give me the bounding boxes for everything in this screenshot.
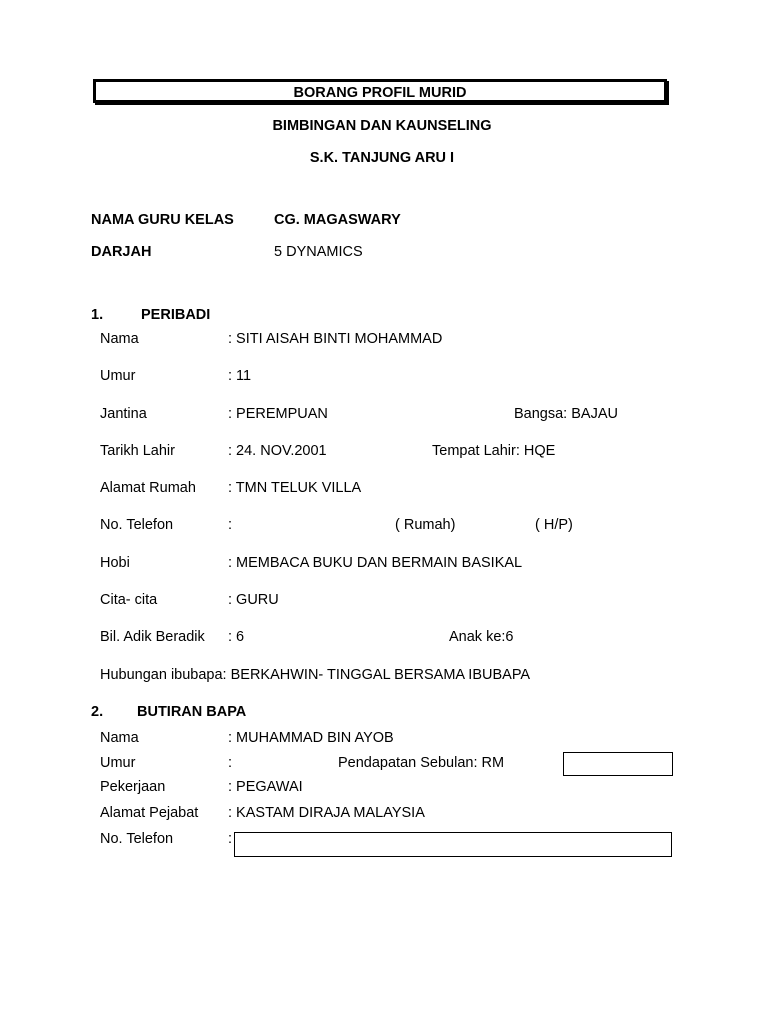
form-title: BORANG PROFIL MURID <box>293 85 467 101</box>
bapa-umur-value: : <box>228 755 233 771</box>
jantina-label: Jantina <box>100 406 147 422</box>
jantina-value: : PEREMPUAN <box>228 406 328 422</box>
nama-value: : SITI AISAH BINTI MOHAMMAD <box>228 331 443 347</box>
form-title-box <box>93 79 667 103</box>
hubungan-ibubapa-field: Hubungan ibubapa: BERKAHWIN- TINGGAL BERSAMA IBUBAPA <box>100 667 531 683</box>
form-subtitle: BIMBINGAN DAN KAUNSELING <box>272 118 492 134</box>
tarikh-lahir-value: : 24. NOV.2001 <box>228 443 327 459</box>
umur-label: Umur <box>100 368 136 384</box>
hobi-value: : MEMBACA BUKU DAN BERMAIN BASIKAL <box>228 555 523 571</box>
section2-title: BUTIRAN BAPA <box>137 704 247 720</box>
section1-number: 1. <box>91 307 104 323</box>
bapa-umur-label: Umur <box>100 755 136 771</box>
bapa-telefon-input-box[interactable] <box>234 832 672 857</box>
class-label: DARJAH <box>91 244 152 260</box>
pendapatan-input-box[interactable] <box>563 752 673 776</box>
telefon-label: No. Telefon <box>100 517 174 533</box>
tarikh-lahir-label: Tarikh Lahir <box>100 443 175 459</box>
cita-cita-value: : GURU <box>228 592 279 608</box>
teacher-value: CG. MAGASWARY <box>274 212 401 228</box>
telefon-rumah-label: ( Rumah) <box>395 517 456 533</box>
class-value: 5 DYNAMICS <box>274 244 363 260</box>
adik-beradik-label: Bil. Adik Beradik <box>100 629 205 645</box>
cita-cita-label: Cita- cita <box>100 592 158 608</box>
pekerjaan-label: Pekerjaan <box>100 779 166 795</box>
anak-ke-field: Anak ke:6 <box>449 629 514 645</box>
tempat-lahir-field: Tempat Lahir: HQE <box>432 443 556 459</box>
alamat-pejabat-label: Alamat Pejabat <box>100 805 199 821</box>
adik-beradik-value: : 6 <box>228 629 245 645</box>
hobi-label: Hobi <box>100 555 130 571</box>
pekerjaan-value: : PEGAWAI <box>228 779 303 795</box>
umur-value: : 11 <box>228 368 252 384</box>
alamat-rumah-label: Alamat Rumah <box>100 480 196 496</box>
alamat-pejabat-value: : KASTAM DIRAJA MALAYSIA <box>228 805 425 821</box>
bapa-telefon-label: No. Telefon <box>100 831 174 847</box>
telefon-colon: : <box>228 517 233 533</box>
nama-label: Nama <box>100 331 139 347</box>
bapa-nama-label: Nama <box>100 730 139 746</box>
teacher-label: NAMA GURU KELAS <box>91 212 234 228</box>
bangsa-field: Bangsa: BAJAU <box>514 406 618 422</box>
bapa-nama-value: : MUHAMMAD BIN AYOB <box>228 730 394 746</box>
telefon-hp-label: ( H/P) <box>535 517 573 533</box>
school-name: S.K. TANJUNG ARU I <box>309 150 455 166</box>
section1-title: PERIBADI <box>141 307 211 323</box>
section2-number: 2. <box>91 704 104 720</box>
alamat-rumah-value: : TMN TELUK VILLA <box>228 480 362 496</box>
bapa-telefon-colon: : <box>228 831 233 847</box>
pendapatan-label: Pendapatan Sebulan: RM <box>338 755 505 771</box>
